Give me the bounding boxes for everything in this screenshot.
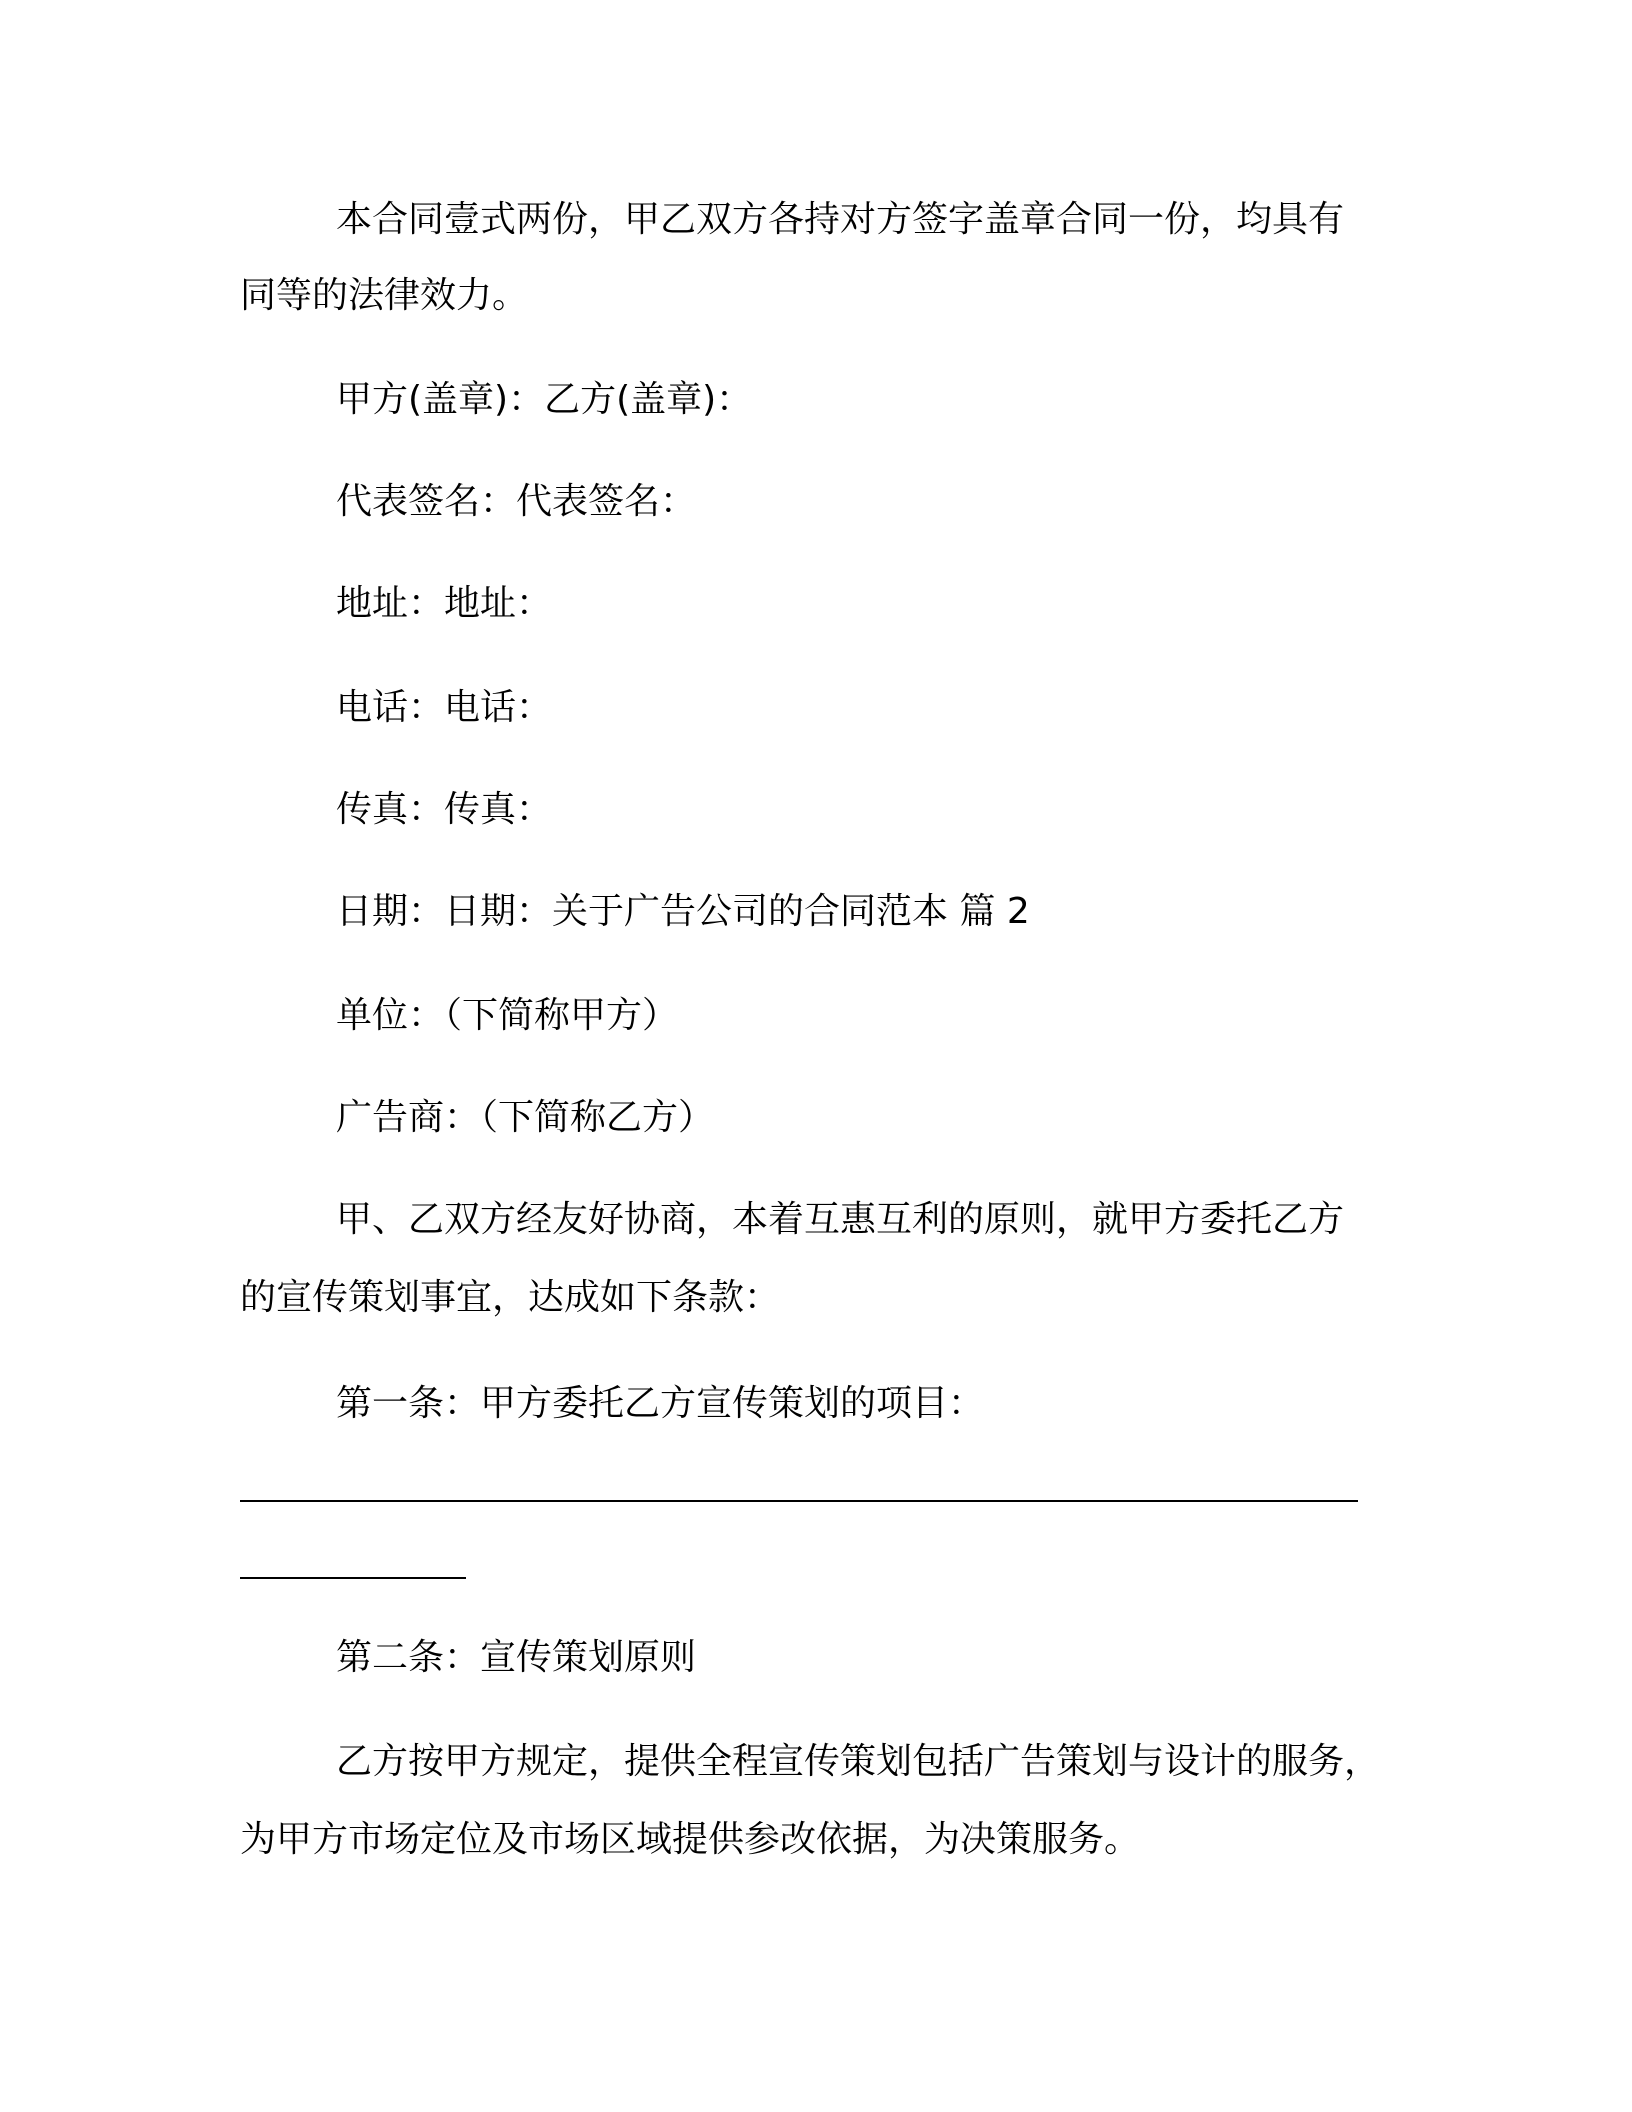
fax-line: 传真：传真： xyxy=(336,789,553,830)
date-line: 日期：日期：关于广告公司的合同范本 篇 2 xyxy=(336,891,1030,932)
fill-in-blank-line-1 xyxy=(240,1500,1358,1502)
representative-signature-line: 代表签名：代表签名： xyxy=(336,481,697,522)
party-seal-line: 甲方(盖章)：乙方(盖章)： xyxy=(336,379,753,420)
service-description-line2: 为甲方市场定位及市场区域提供参改依据，为决策服务。 xyxy=(240,1819,1141,1860)
article-one-heading: 第一条：甲方委托乙方宣传策划的项目： xyxy=(336,1383,985,1424)
paragraph-copies-line1: 本合同壹式两份，甲乙双方各持对方签字盖章合同一份，均具有 xyxy=(336,199,1345,240)
fill-in-blank-line-2 xyxy=(240,1577,466,1579)
agreement-intro-line1: 甲、乙双方经友好协商，本着互惠互利的原则，就甲方委托乙方 xyxy=(336,1199,1345,1240)
paragraph-copies-line2: 同等的法律效力。 xyxy=(240,275,529,316)
address-line: 地址：地址： xyxy=(336,583,553,624)
advertiser-line: 广告商：（下简称乙方） xyxy=(336,1097,715,1138)
article-two-heading: 第二条：宣传策划原则 xyxy=(336,1637,697,1678)
phone-line: 电话：电话： xyxy=(336,687,553,728)
service-description-line1: 乙方按甲方规定，提供全程宣传策划包括广告策划与设计的服务， xyxy=(336,1741,1381,1782)
agreement-intro-line2: 的宣传策划事宜，达成如下条款： xyxy=(240,1277,781,1318)
unit-line: 单位：（下简称甲方） xyxy=(336,995,679,1036)
